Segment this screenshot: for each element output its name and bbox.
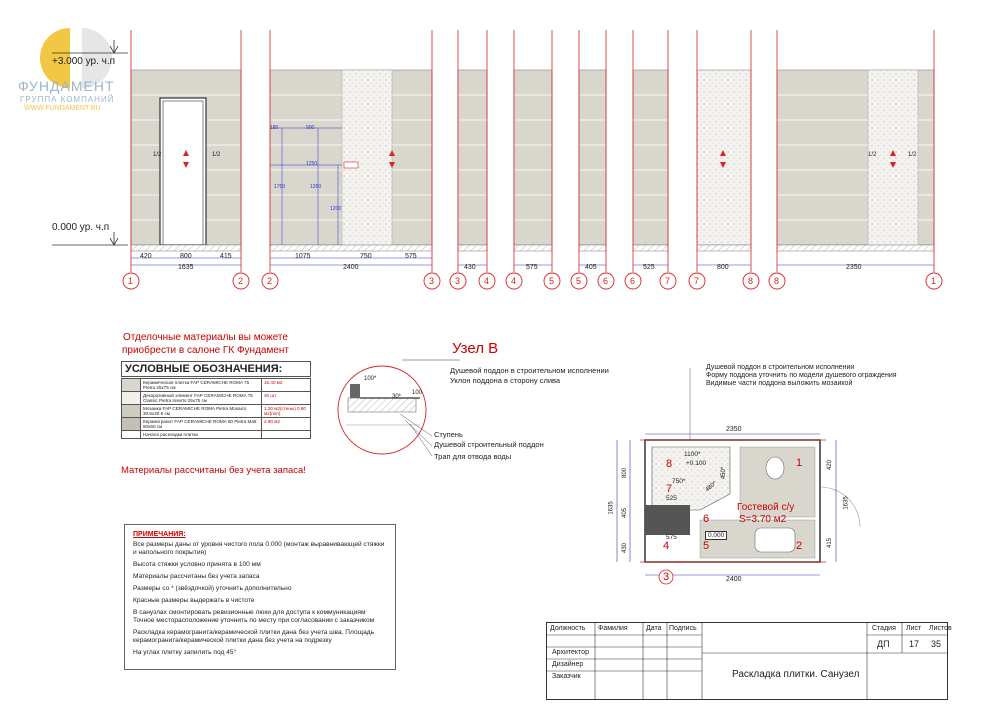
- plan-axis: 3: [663, 571, 670, 583]
- axis-label: 8: [774, 276, 780, 286]
- note-item: Красные размеры выдержать в чистоте: [133, 597, 255, 604]
- legend-qty: [262, 431, 311, 439]
- plan-left-dim: 430: [622, 542, 629, 554]
- plan-inner-dim: 525: [666, 495, 677, 502]
- legend-qty: 15.40 м2: [262, 379, 311, 392]
- node-dim-30: 30*: [392, 394, 402, 400]
- legend-qty: 1.20 м2(стены) 0.80 м2(пол): [262, 405, 311, 418]
- elevation-5-6: [579, 70, 606, 251]
- legend-row: [122, 405, 311, 418]
- elevation-2-3: [270, 70, 432, 251]
- axis-label: 7: [694, 276, 700, 286]
- legend-row: [122, 379, 311, 392]
- dim-label: 180: [270, 125, 279, 131]
- stamp-col: Должность: [550, 625, 586, 632]
- legend-qty: 30 шт: [262, 392, 311, 405]
- note-item: Высота стяжки условно принята в 100 мм: [133, 561, 261, 568]
- stamp-role: Заказчик: [552, 673, 581, 680]
- node-title: Узел В: [452, 340, 499, 357]
- stamp-stage-label: Стадия: [872, 625, 896, 632]
- stamp-col: Фамилия: [598, 625, 628, 632]
- axis-label: 3: [429, 276, 435, 286]
- legend-desc: Керамическая плитка FAP CERAMICHE ROMA 75 Pietra 25x75 см: [141, 379, 262, 392]
- bathroom-plan: [617, 368, 860, 584]
- plan-room-name: Гостевой с/у: [737, 502, 795, 513]
- legend-desc: Декоративный элемент FAP CERAMICHE ROMA 75 Classic Pietra Inserto 25x75 см: [141, 392, 262, 405]
- plan-note: Форму поддона уточнить по модели душевого ограждения: [706, 372, 897, 379]
- legend-row: [122, 392, 311, 405]
- dim-total: 2400: [343, 264, 359, 271]
- plan-note: Душевой поддон в строительном исполнении: [706, 364, 855, 371]
- plan-right-total: 1635: [843, 496, 850, 510]
- logo-url: WWW.FUNDAMENT.RU: [24, 105, 101, 112]
- dim-label: 1350: [310, 184, 322, 190]
- axis-label: 4: [511, 276, 517, 286]
- dim-label: 420: [140, 253, 152, 260]
- half-label: 1/2: [153, 152, 162, 158]
- stamp-col: Подпись: [669, 625, 697, 632]
- dim-label: 415: [220, 253, 232, 260]
- elevation-8-1: [777, 70, 934, 251]
- legend-footer: Материалы рассчитаны без учета запаса!: [121, 465, 306, 476]
- legend-qty: 2.90 м2: [262, 418, 311, 431]
- dim-label: 575: [526, 264, 538, 271]
- plan-left-dim: 800: [622, 467, 629, 479]
- node-dim-100v: 100: [412, 390, 423, 396]
- level-bottom-label: 0.000 ур. ч.п: [52, 222, 110, 233]
- elevation-7-8: [697, 70, 751, 251]
- plan-top-dim: 2350: [726, 426, 742, 433]
- elevation-4-5: [514, 70, 552, 251]
- title-block-grid: [547, 623, 947, 699]
- plan-axis: 6: [703, 513, 710, 525]
- dim-label: 1750: [274, 184, 286, 190]
- node-callout: Ступень: [434, 430, 463, 439]
- plan-inner-dim: 575: [666, 534, 677, 541]
- node-callout: Душевой строительный поддон: [434, 440, 544, 449]
- plan-inner-dim: 450*: [721, 466, 728, 480]
- plan-axis: 2: [796, 540, 803, 552]
- stamp-stage: ДП: [877, 639, 890, 649]
- plan-left-dim: 405: [622, 507, 629, 519]
- axis-label: 1: [128, 276, 134, 286]
- legend-swatch: [122, 405, 141, 418]
- plan-axis: 5: [703, 540, 710, 552]
- logo-name: ФУНДАМЕНТ: [18, 78, 115, 94]
- half-label: 1/2: [868, 152, 877, 158]
- axis-label: 7: [665, 276, 671, 286]
- legend-swatch: [122, 418, 141, 431]
- dim-total: 1635: [178, 264, 194, 271]
- plan-bottom-dim: 2400: [726, 576, 742, 583]
- stamp-sheets: 35: [931, 639, 942, 649]
- title-block: [546, 622, 952, 700]
- stamp-sheet-label: Лист: [906, 625, 922, 632]
- plan-left-total: 1635: [608, 501, 615, 515]
- plan-inner-dim: 480*: [704, 480, 718, 494]
- legend-table: [121, 378, 311, 439]
- axis-label: 6: [603, 276, 609, 286]
- axis-label: 6: [630, 276, 636, 286]
- half-label: 1/2: [908, 152, 917, 158]
- plan-axis: 4: [663, 540, 670, 552]
- dim-label: 430: [464, 264, 476, 271]
- half-label: 1/2: [212, 152, 221, 158]
- plan-axis: 7: [666, 483, 673, 495]
- plan-axis: 8: [666, 458, 673, 470]
- axis-label: 5: [576, 276, 582, 286]
- plan-inner-dim: +0.100: [686, 460, 707, 467]
- legend-desc: Начало раскладки плитки: [141, 431, 262, 439]
- stamp-title: Раскладка плитки. Санузел: [732, 669, 860, 680]
- node-dim-100: 100*: [364, 376, 377, 382]
- legend-swatch: [122, 379, 141, 392]
- stamp-sheets-label: Листов: [929, 625, 952, 632]
- dim-label: 1200: [330, 206, 342, 212]
- plan-note: Видимые части поддона выложить мозаикой: [706, 380, 853, 387]
- dim-label: 2350: [846, 264, 862, 271]
- node-callout: Трап для отвода воды: [434, 452, 512, 461]
- legend-desc: Керамогранит FAP CERAMICHE ROMA 60 Pietra Matt 60x60 см: [141, 418, 262, 431]
- dim-label: 1075: [295, 253, 311, 260]
- materials-note: Отделочные материалы вы можете приобрести в салоне ГК Фундамент: [121, 332, 290, 356]
- dim-label: 575: [405, 253, 417, 260]
- stamp-role: Архитектор: [552, 649, 589, 656]
- stamp-col: Дата: [646, 625, 662, 632]
- legend-row: [122, 418, 311, 431]
- plan-right-dim: 415: [827, 537, 834, 549]
- node-line2: Уклон поддона в сторону слива: [450, 376, 561, 385]
- axis-label: 4: [484, 276, 490, 286]
- note-item: На углах плитку запилить под 45°: [133, 649, 237, 656]
- legend-row: [122, 431, 311, 439]
- plan-inner-dim: 0.000: [705, 531, 727, 540]
- elevation-1-2: [131, 70, 241, 251]
- stamp-role: Дизайнер: [552, 661, 584, 668]
- dim-label: 900: [306, 125, 315, 131]
- notes-header: ПРИМЕЧАНИЯ:: [133, 531, 186, 538]
- axis-label: 2: [238, 276, 244, 286]
- note-item: Раскладка керамогранита/керамической плитки дана без учета шва. Площадь керамогранита/керамической плитки дана без учета на подрезку: [133, 629, 375, 644]
- plan-axis: 1: [796, 457, 803, 469]
- note-item: Все размеры даны от уровня чистого пола 0.000 (монтаж выравнивающей стяжки и напольного покрытия): [133, 541, 385, 556]
- dim-label: 800: [717, 264, 729, 271]
- legend-desc: Мозаика FAP CERAMICHE ROMA Pietra Mosaico 30.5x30.5 см: [141, 405, 262, 418]
- plan-right-dim: 420: [827, 459, 834, 471]
- dim-label: 1250: [306, 161, 318, 167]
- axis-label: 1: [931, 276, 937, 286]
- note-item: Материалы рассчитаны без учета запаса: [133, 573, 260, 580]
- dim-label: 525: [643, 264, 655, 271]
- node-line1: Душевой поддон в строительном исполнении: [450, 366, 609, 375]
- level-top-label: +3.000 ур. ч.п: [52, 56, 116, 67]
- dim-label: 750: [360, 253, 372, 260]
- elevation-3-4: [458, 70, 487, 251]
- logo-subtitle: ГРУППА КОМПАНИЙ: [20, 95, 115, 104]
- dim-label: 800: [180, 253, 192, 260]
- axis-label: 2: [267, 276, 273, 286]
- notes-block: [124, 524, 396, 670]
- stamp-sheet: 17: [909, 639, 920, 649]
- axis-label: 5: [549, 276, 555, 286]
- note-item: Размеры со * (звёздочкой) уточнить дополнительно: [133, 585, 292, 592]
- axis-label: 8: [748, 276, 754, 286]
- legend-swatch: [122, 431, 141, 439]
- plan-room-area: S=3.70 м2: [739, 514, 787, 525]
- legend-heading: УСЛОВНЫЕ ОБОЗНАЧЕНИЯ:: [121, 361, 311, 377]
- plan-inner-dim: 750*: [672, 478, 686, 485]
- elevation-6-7: [633, 70, 668, 251]
- note-item: В санузлах смонтировать ревизионные люки для доступа к коммуникациям Точное месторасположение уточнить по месту при согласовании с заказчиком: [133, 609, 375, 624]
- legend-swatch: [122, 392, 141, 405]
- axis-label: 3: [455, 276, 461, 286]
- plan-inner-dim: 1100*: [684, 451, 701, 458]
- level-markers: [52, 40, 128, 245]
- dim-label: 405: [585, 264, 597, 271]
- axis-markers: [123, 273, 942, 289]
